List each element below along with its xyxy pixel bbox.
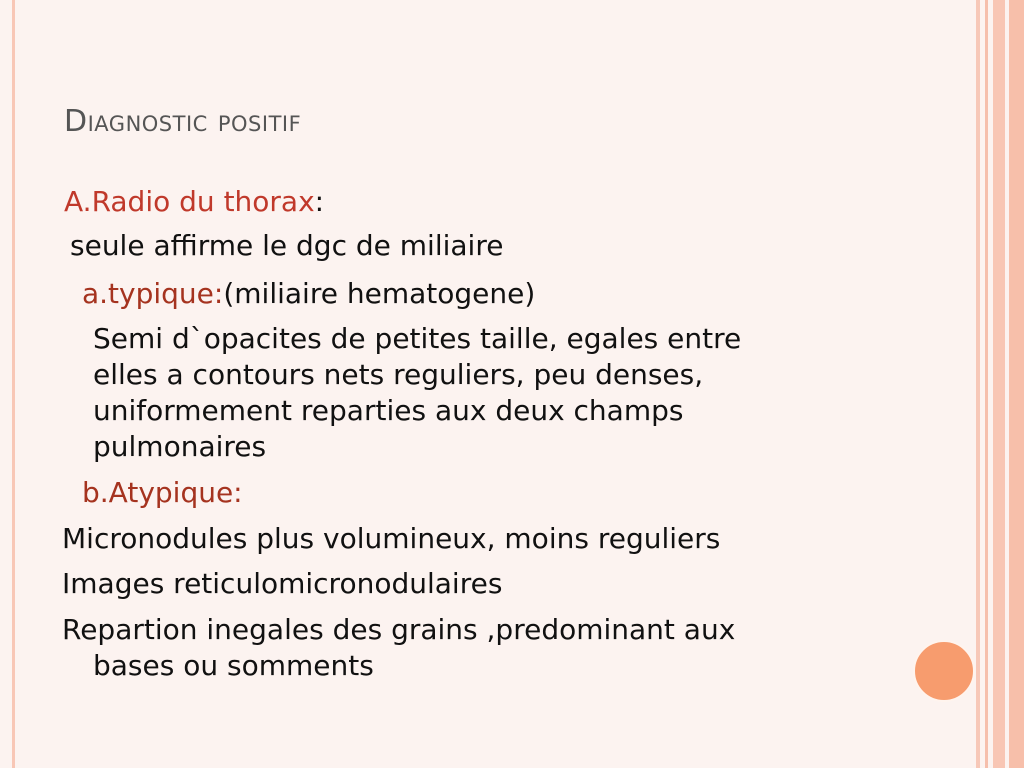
semi-line: Semi d`opacites de petites taille, egales entre — [93, 322, 742, 355]
atypique-label: b.Atypique: — [82, 476, 243, 509]
section-a-suffix: : — [314, 185, 325, 218]
stripe — [993, 0, 1005, 768]
left-decorative-line — [12, 0, 15, 768]
atypique-item: Images reticulomicronodulaires — [62, 567, 503, 600]
typique-label: a.typique: — [82, 277, 224, 310]
stripe — [976, 0, 980, 768]
semi-line: uniformement reparties aux deux champs — [93, 394, 684, 427]
typique-line — [82, 276, 535, 312]
slide-title: Diagnostic positif — [64, 104, 302, 139]
stripe — [1009, 0, 1024, 768]
decorative-dot — [913, 640, 975, 702]
section-a-label: A.Radio du thorax — [64, 185, 315, 218]
affirm-line: seule affirme le dgc de miliaire — [70, 229, 504, 262]
semi-line: elles a contours nets reguliers, peu denses, — [93, 358, 704, 391]
atypique-item: Repartion inegales des grains ,predominant aux — [62, 613, 736, 646]
typique-rest: (miliaire hematogene) — [223, 277, 536, 310]
atypique-item: Micronodules plus volumineux, moins reguliers — [62, 522, 721, 555]
right-decorative-stripes — [976, 0, 1024, 768]
stripe — [985, 0, 988, 768]
atypique-item-continuation: bases ou somments — [93, 649, 374, 682]
section-a-heading — [64, 184, 324, 220]
semi-line: pulmonaires — [93, 430, 267, 463]
